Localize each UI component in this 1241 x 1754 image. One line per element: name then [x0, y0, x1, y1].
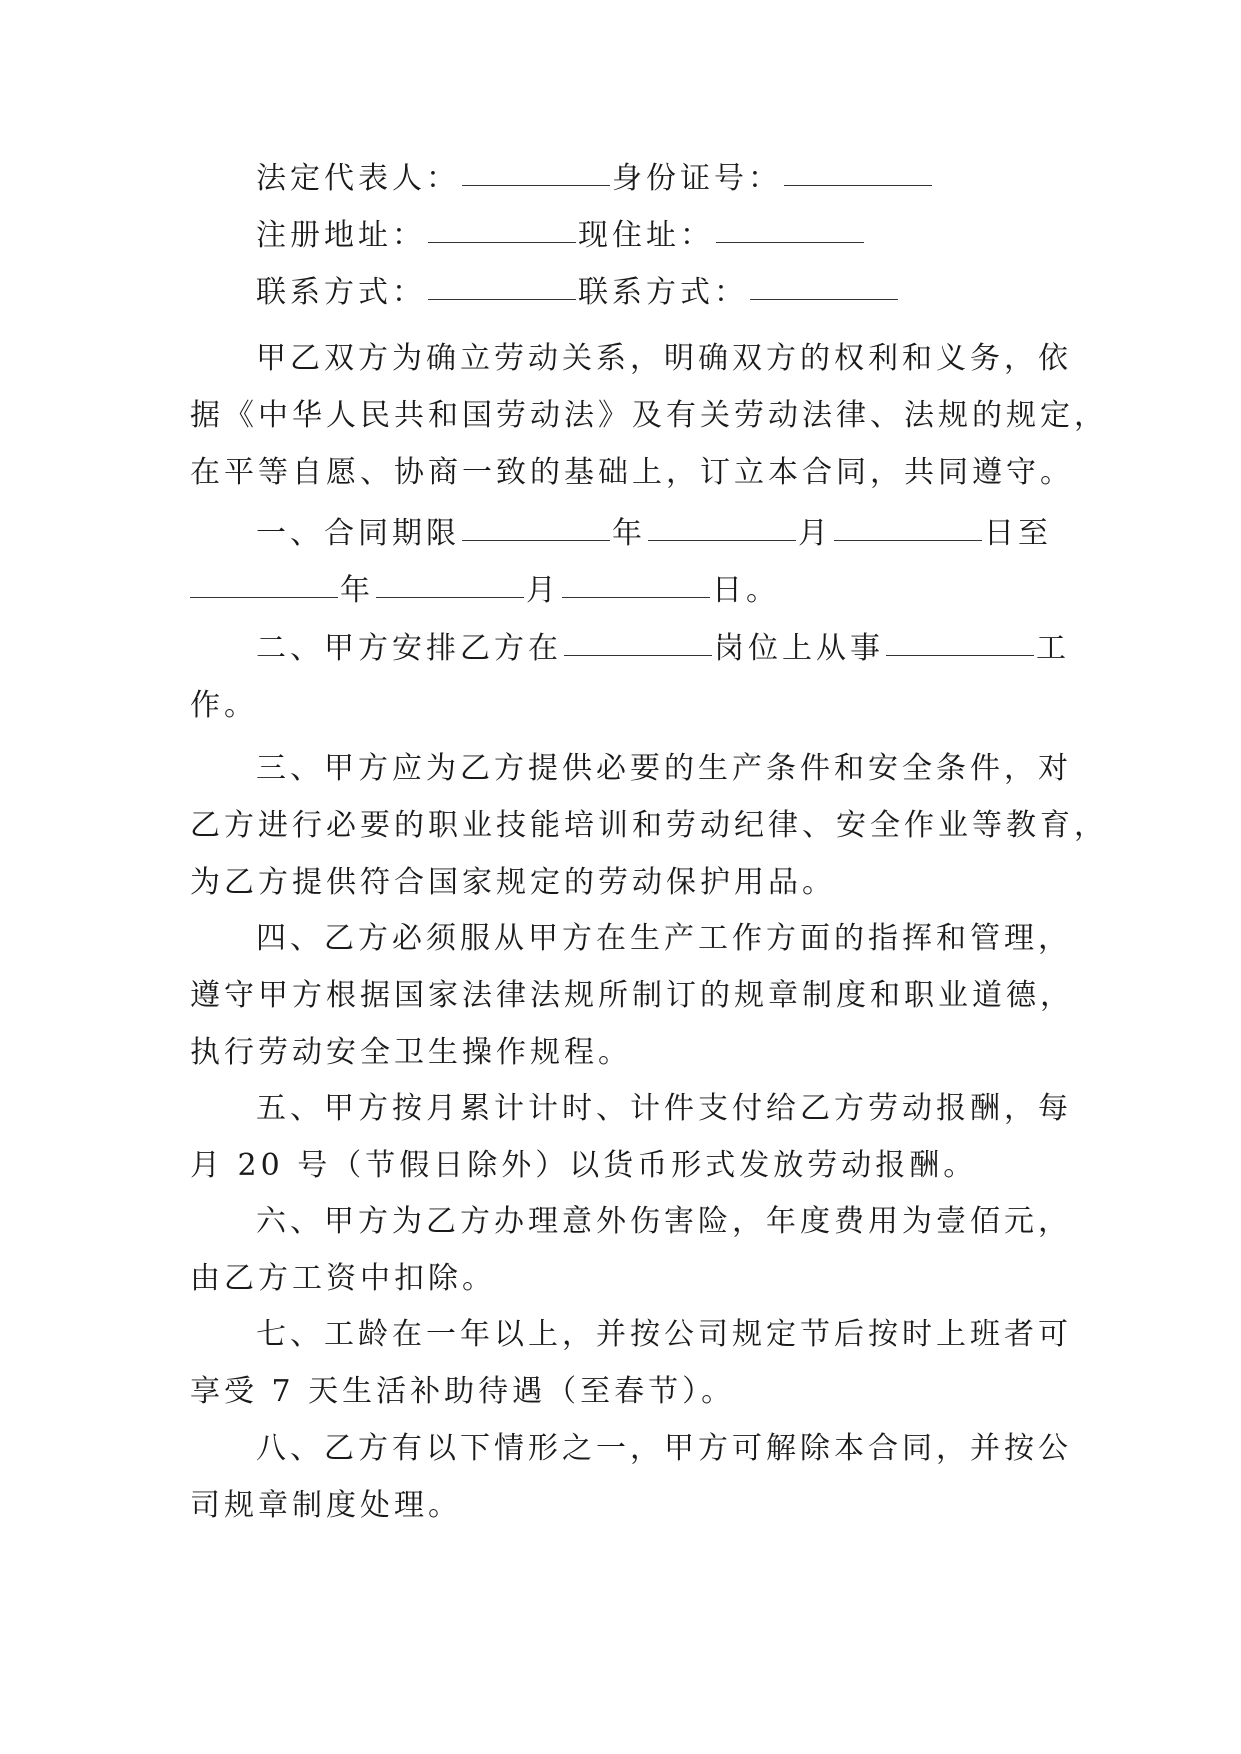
start-month-label: 月	[798, 516, 832, 551]
clause-3-line-3: 为乙方提供符合国家规定的劳动保护用品。	[190, 865, 836, 900]
start-day-blank[interactable]	[834, 504, 982, 541]
clause-8	[190, 1420, 1070, 1534]
contact-line	[190, 264, 1070, 321]
clause-4-line-1: 四、乙方必须服从甲方在生产工作方面的指挥和管理，	[256, 921, 1072, 956]
contact-label-2: 联系方式：	[578, 275, 748, 310]
clause-3	[190, 740, 1108, 911]
id-number-blank[interactable]	[784, 149, 932, 186]
address-line	[190, 207, 1070, 264]
contact-blank-1[interactable]	[428, 263, 576, 300]
registered-address-blank[interactable]	[428, 206, 576, 243]
contact-blank-2[interactable]	[750, 263, 898, 300]
clause-6	[190, 1193, 1070, 1307]
clause-7-line-2: 享受 7 天生活补助待遇（至春节）。	[190, 1374, 736, 1409]
clause-2-tail: 工	[1036, 631, 1070, 666]
clause-6-line-1: 六、甲方为乙方办理意外伤害险，年度费用为壹佰元，	[256, 1204, 1072, 1239]
clause-2-line-2: 作。	[190, 688, 258, 723]
current-address-blank[interactable]	[716, 206, 864, 243]
work-type-blank[interactable]	[886, 619, 1034, 656]
position-blank[interactable]	[564, 619, 712, 656]
clause-1-line-2	[190, 562, 1070, 619]
preamble-line-2: 据《中华人民共和国劳动法》及有关劳动法律、法规的规定，	[190, 398, 1108, 433]
id-number-label: 身份证号：	[612, 161, 782, 196]
start-month-blank[interactable]	[648, 504, 796, 541]
clause-5	[190, 1080, 1070, 1194]
clause-8-line-2: 司规章制度处理。	[190, 1488, 462, 1523]
clause-5-line-1: 五、甲方按月累计计时、计件支付给乙方劳动报酬，每	[256, 1091, 1072, 1126]
current-address-label: 现住址：	[578, 218, 714, 253]
clause-1-contract-term	[190, 505, 1070, 619]
preamble-line-3: 在平等自愿、协商一致的基础上，订立本合同，共同遵守。	[190, 455, 1074, 490]
start-year-blank[interactable]	[462, 504, 610, 541]
legal-rep-blank[interactable]	[462, 149, 610, 186]
clause-8-line-1: 八、乙方有以下情形之一，甲方可解除本合同，并按公	[256, 1431, 1072, 1466]
end-year-label: 年	[340, 573, 374, 608]
party-info-fields	[190, 150, 1070, 321]
clause-7-line-1: 七、工龄在一年以上，并按公司规定节后按时上班者可	[256, 1317, 1072, 1352]
legal-rep-line	[190, 150, 1070, 207]
preamble-paragraph	[190, 330, 1108, 501]
contact-label-1: 联系方式：	[256, 275, 426, 310]
start-day-label: 日至	[984, 516, 1052, 551]
start-year-label: 年	[612, 516, 646, 551]
clause-5-line-2: 月 20 号（节假日除外）以货币形式发放劳动报酬。	[190, 1148, 978, 1183]
clause-6-line-2: 由乙方工资中扣除。	[190, 1261, 496, 1296]
clause-2-line-1	[190, 620, 1070, 677]
registered-address-label: 注册地址：	[256, 218, 426, 253]
preamble-line-1: 甲乙双方为确立劳动关系，明确双方的权利和义务，依	[256, 341, 1072, 376]
end-year-blank[interactable]	[190, 561, 338, 598]
legal-rep-label: 法定代表人：	[256, 161, 460, 196]
clause-1-line-1	[190, 505, 1070, 562]
clause-7	[190, 1306, 1070, 1420]
end-day-blank[interactable]	[562, 561, 710, 598]
clause-4-line-2: 遵守甲方根据国家法律法规所制订的规章制度和职业道德，	[190, 978, 1074, 1013]
clause-2-lead: 二、甲方安排乙方在	[256, 631, 562, 666]
clause-4-line-3: 执行劳动安全卫生操作规程。	[190, 1035, 632, 1070]
clause-3-line-2: 乙方进行必要的职业技能培训和劳动纪律、安全作业等教育，	[190, 808, 1108, 843]
end-month-label: 月	[526, 573, 560, 608]
clause-4	[190, 910, 1074, 1081]
clause-2-position	[190, 620, 1070, 734]
end-month-blank[interactable]	[376, 561, 524, 598]
clause-1-lead: 一、合同期限	[256, 516, 460, 551]
clause-2-middle: 岗位上从事	[714, 631, 884, 666]
clause-3-line-1: 三、甲方应为乙方提供必要的生产条件和安全条件，对	[256, 751, 1072, 786]
end-day-label: 日。	[712, 573, 780, 608]
